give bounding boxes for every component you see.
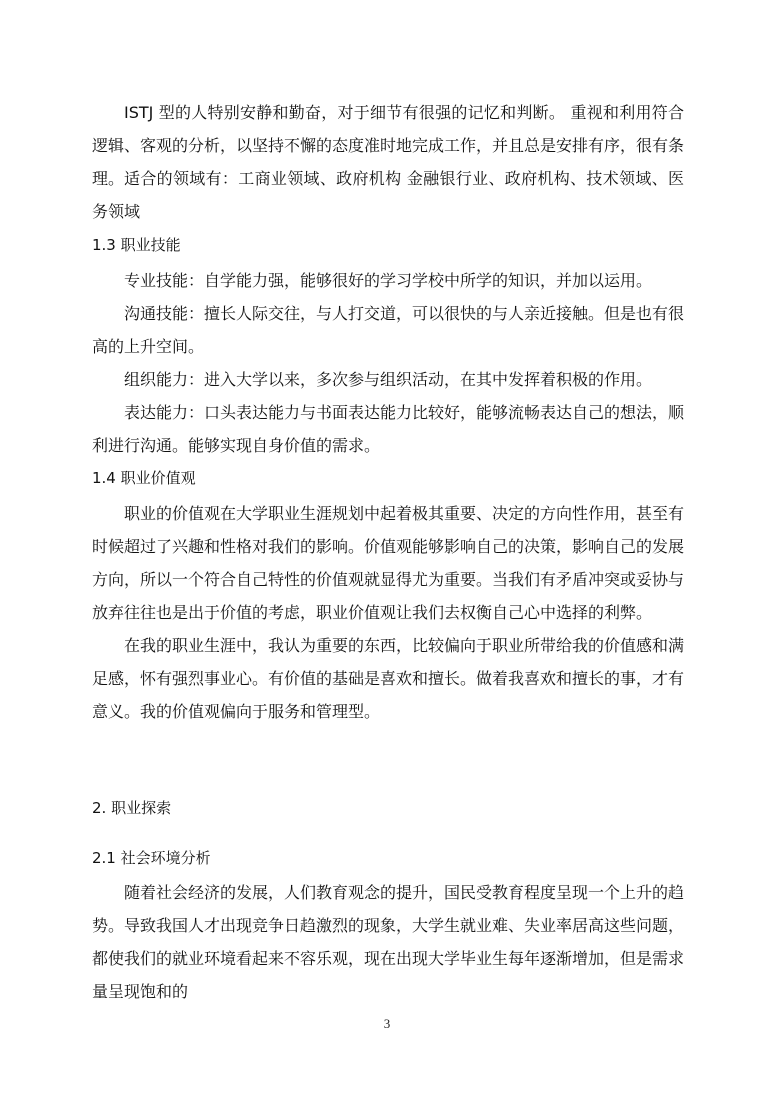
- section-heading-2-1: 2.1 社会环境分析: [92, 849, 211, 867]
- section-heading-2: 2. 职业探索: [92, 799, 172, 817]
- suitable-fields-paragraph: 适合的领域有：工商业领域、政府机构 金融银行业、政府机构、技术领域、医务领域: [92, 169, 684, 221]
- professional-skills-paragraph: 专业技能：自学能力强，能够很好的学习学校中所学的知识，并加以运用。: [124, 271, 653, 290]
- communication-skills-paragraph: 沟通技能：擅长人际交往，与人打交道，可以很快的与人亲近接触。但是也有很高的上升空间。: [92, 304, 685, 356]
- page-number: 3: [383, 1016, 391, 1031]
- istj-description-paragraph: ISTJ 型的人特别安静和勤奋，对于细节有很强的记忆和判断。 重视和利用符合逻辑、客观的分析，以坚持不懈的态度准时地完成工作，并且总是安排有序，很有条理。: [92, 103, 685, 188]
- social-environment-paragraph: 随着社会经济的发展，人们教育观念的提升，国民受教育程度呈现一个上升的趋势。导致我国人才出现竞争日趋激烈的现象，大学生就业难、失业率居高这些问题，都使我们的就业环境看起来不容乐观，现在出现大学毕业生每年逐渐增加，但是需求量呈现饱和的: [92, 883, 685, 1001]
- career-values-paragraph: 职业的价值观在大学职业生涯规划中起着极其重要、决定的方向性作用，甚至有时候超过了兴趣和性格对我们的影响。价值观能够影响自己的决策，影响自己的发展方向，所以一个符合自己特性的价值观就显得尤为重要。当我们有矛盾冲突或妥协与放弃往往也是出于价值的考虑，职业价值观让我们去权衡自己心中选择的利弊。: [92, 504, 685, 622]
- personal-values-paragraph: 在我的职业生涯中，我认为重要的东西，比较偏向于职业所带给我的价值感和满足感，怀有强烈事业心。有价值的基础是喜欢和擅长。做着我喜欢和擅长的事，才有意义。我的价值观偏向于服务和管理型。: [92, 636, 685, 721]
- organization-skills-paragraph: 组织能力：进入大学以来，多次参与组织活动，在其中发挥着积极的作用。: [124, 370, 653, 389]
- section-heading-1-4: 1.4 职业价值观: [92, 469, 196, 487]
- section-heading-1-3: 1.3 职业技能: [92, 236, 181, 254]
- expression-skills-paragraph: 表达能力：口头表达能力与书面表达能力比较好，能够流畅表达自己的想法，顺利进行沟通。能够实现自身价值的需求。: [92, 403, 685, 455]
